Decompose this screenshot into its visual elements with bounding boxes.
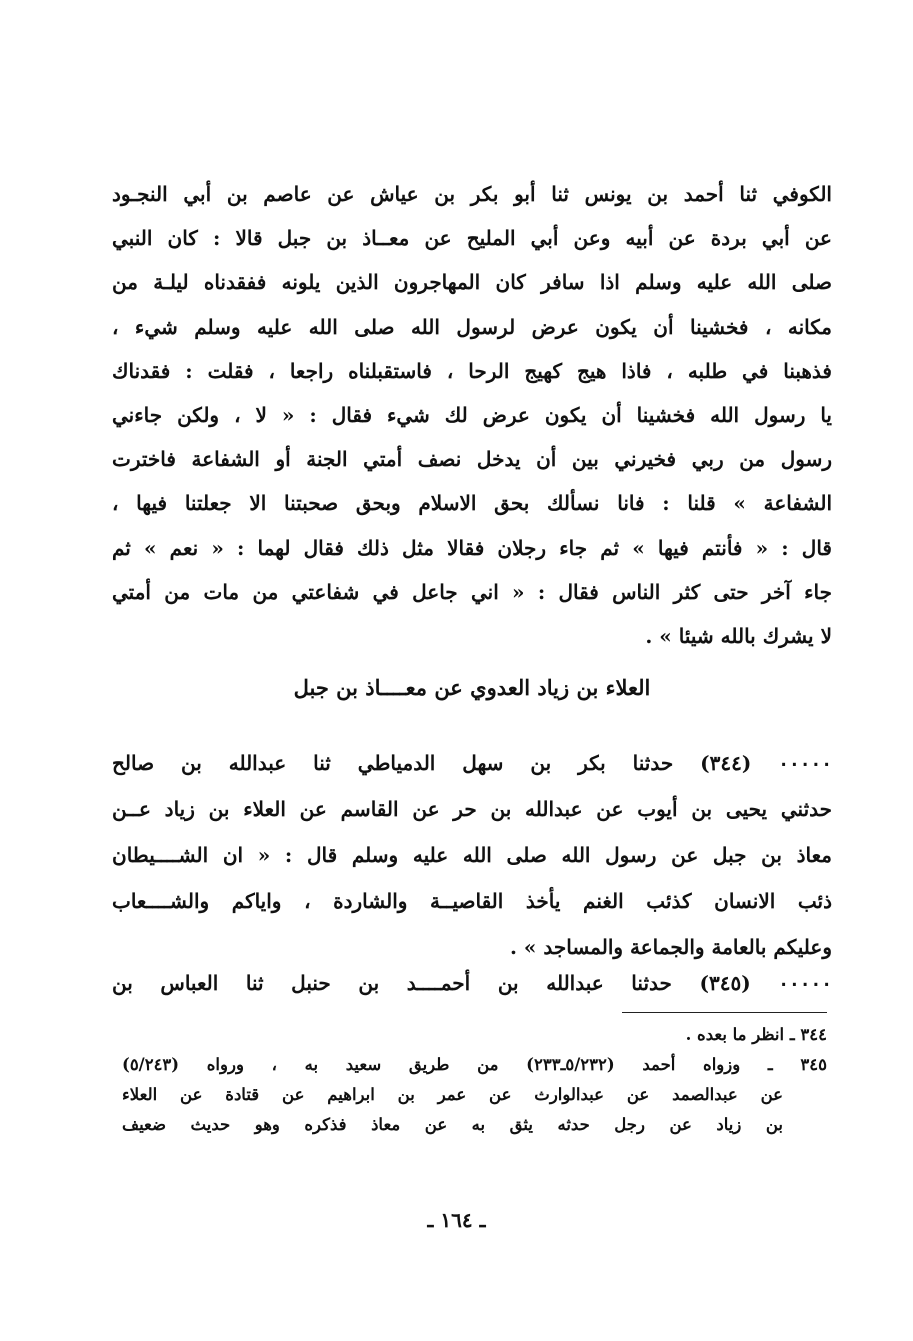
text-line: ٠٠٠٠٠ (٣٤٥) حدثنا عبدالله بن أحمــــد بن حنبل ثنا العباس بن — [112, 971, 832, 995]
text-line: لا يشرك بالله شيئا » . — [645, 623, 832, 648]
text-line: جاء آخر حتى كثر الناس فقال : « اني جاعل في شفاعتي من مات من أمتي — [112, 579, 832, 604]
text-line: قال : « فأنتم فيها » ثم جاء رجلان فقالا مثل ذلك فقال لهما : « نعم » ثم — [112, 535, 832, 560]
footnote-line: ٣٤٤ ـ انظر ما بعده . — [685, 1025, 827, 1044]
footnote-line: عن عبدالصمد عن عبدالوارث عن عمر بن ابراهيم عن قتادة عن العلاء — [122, 1085, 783, 1104]
footnotes — [122, 1020, 827, 1140]
text-line: يا رسول الله فخشينا أن يكون عرض لك شيء فقال : « لا ، ولكن جاءني — [112, 402, 832, 427]
text-line: فذهبنا في طلبه ، فاذا هيج كهيج الرحا ، فاستقبلناه راجعا ، فقلت : فقدناك — [112, 358, 832, 383]
text-line: الشفاعة » قلنا : فانا نسألك بحق الاسلام وبحق صحبتنا الا جعلتنا فيها ، — [112, 491, 832, 516]
section-heading: العلاء بن زياد العدوي عن معــــاذ بن جبل — [293, 675, 651, 700]
text-line: مكانه ، فخشينا أن يكون عرض لرسول الله صلى الله عليه وسلم شيء ، — [112, 314, 832, 339]
text-line: الكوفي ثنا أحمد بن يونس ثنا أبو بكر بن عياش عن عاصم بن أبي النجـود — [112, 182, 832, 206]
text-line: معاذ بن جبل عن رسول الله صلى الله عليه وسلم قال : « ان الشــــيطان — [112, 843, 832, 867]
hadith-paragraph — [112, 740, 832, 970]
text-line: صلى الله عليه وسلم اذا سافر كان المهاجرون الذين يلونه ففقدناه ليلـة من — [112, 270, 832, 295]
hadith-paragraph — [112, 172, 832, 658]
footnote-divider — [622, 1012, 827, 1013]
text-line: وعليكم بالعامة والجماعة والمساجد » . — [509, 935, 832, 959]
footnote-line: بن زياد عن رجل حدثه يثق به عن معاذ فذكره وهو حديث ضعيف — [122, 1115, 783, 1134]
text-line: ذئب الانسان كذئب الغنم يأخذ القاصيــة والشاردة ، واياكم والشــــعاب — [112, 889, 832, 913]
text-line: حدثني يحيى بن أيوب عن عبدالله بن حر عن القاسم عن العلاء بن زياد عــن — [112, 797, 832, 821]
text-line: عن أبي بردة عن أبيه وعن أبي المليح عن معــاذ بن جبل قالا : كان النبي — [112, 226, 832, 251]
page-number: ـ ١٦٤ ـ — [427, 1208, 486, 1232]
footnote-line: ٣٤٥ ـ وزواه أحمد (٥/٢٣٢ـ٢٣٣) من طريق سعيد به ، ورواه (٥/٢٤٣) — [122, 1055, 827, 1074]
hadith-paragraph — [112, 960, 832, 1006]
text-line: رسول من ربي فخيرني بين أن يدخل نصف أمتي الجنة أو الشفاعة فاخترت — [112, 447, 832, 472]
text-line: ٠٠٠٠٠ (٣٤٤) حدثنا بكر بن سهل الدمياطي ثنا عبدالله بن صالح — [112, 751, 832, 775]
